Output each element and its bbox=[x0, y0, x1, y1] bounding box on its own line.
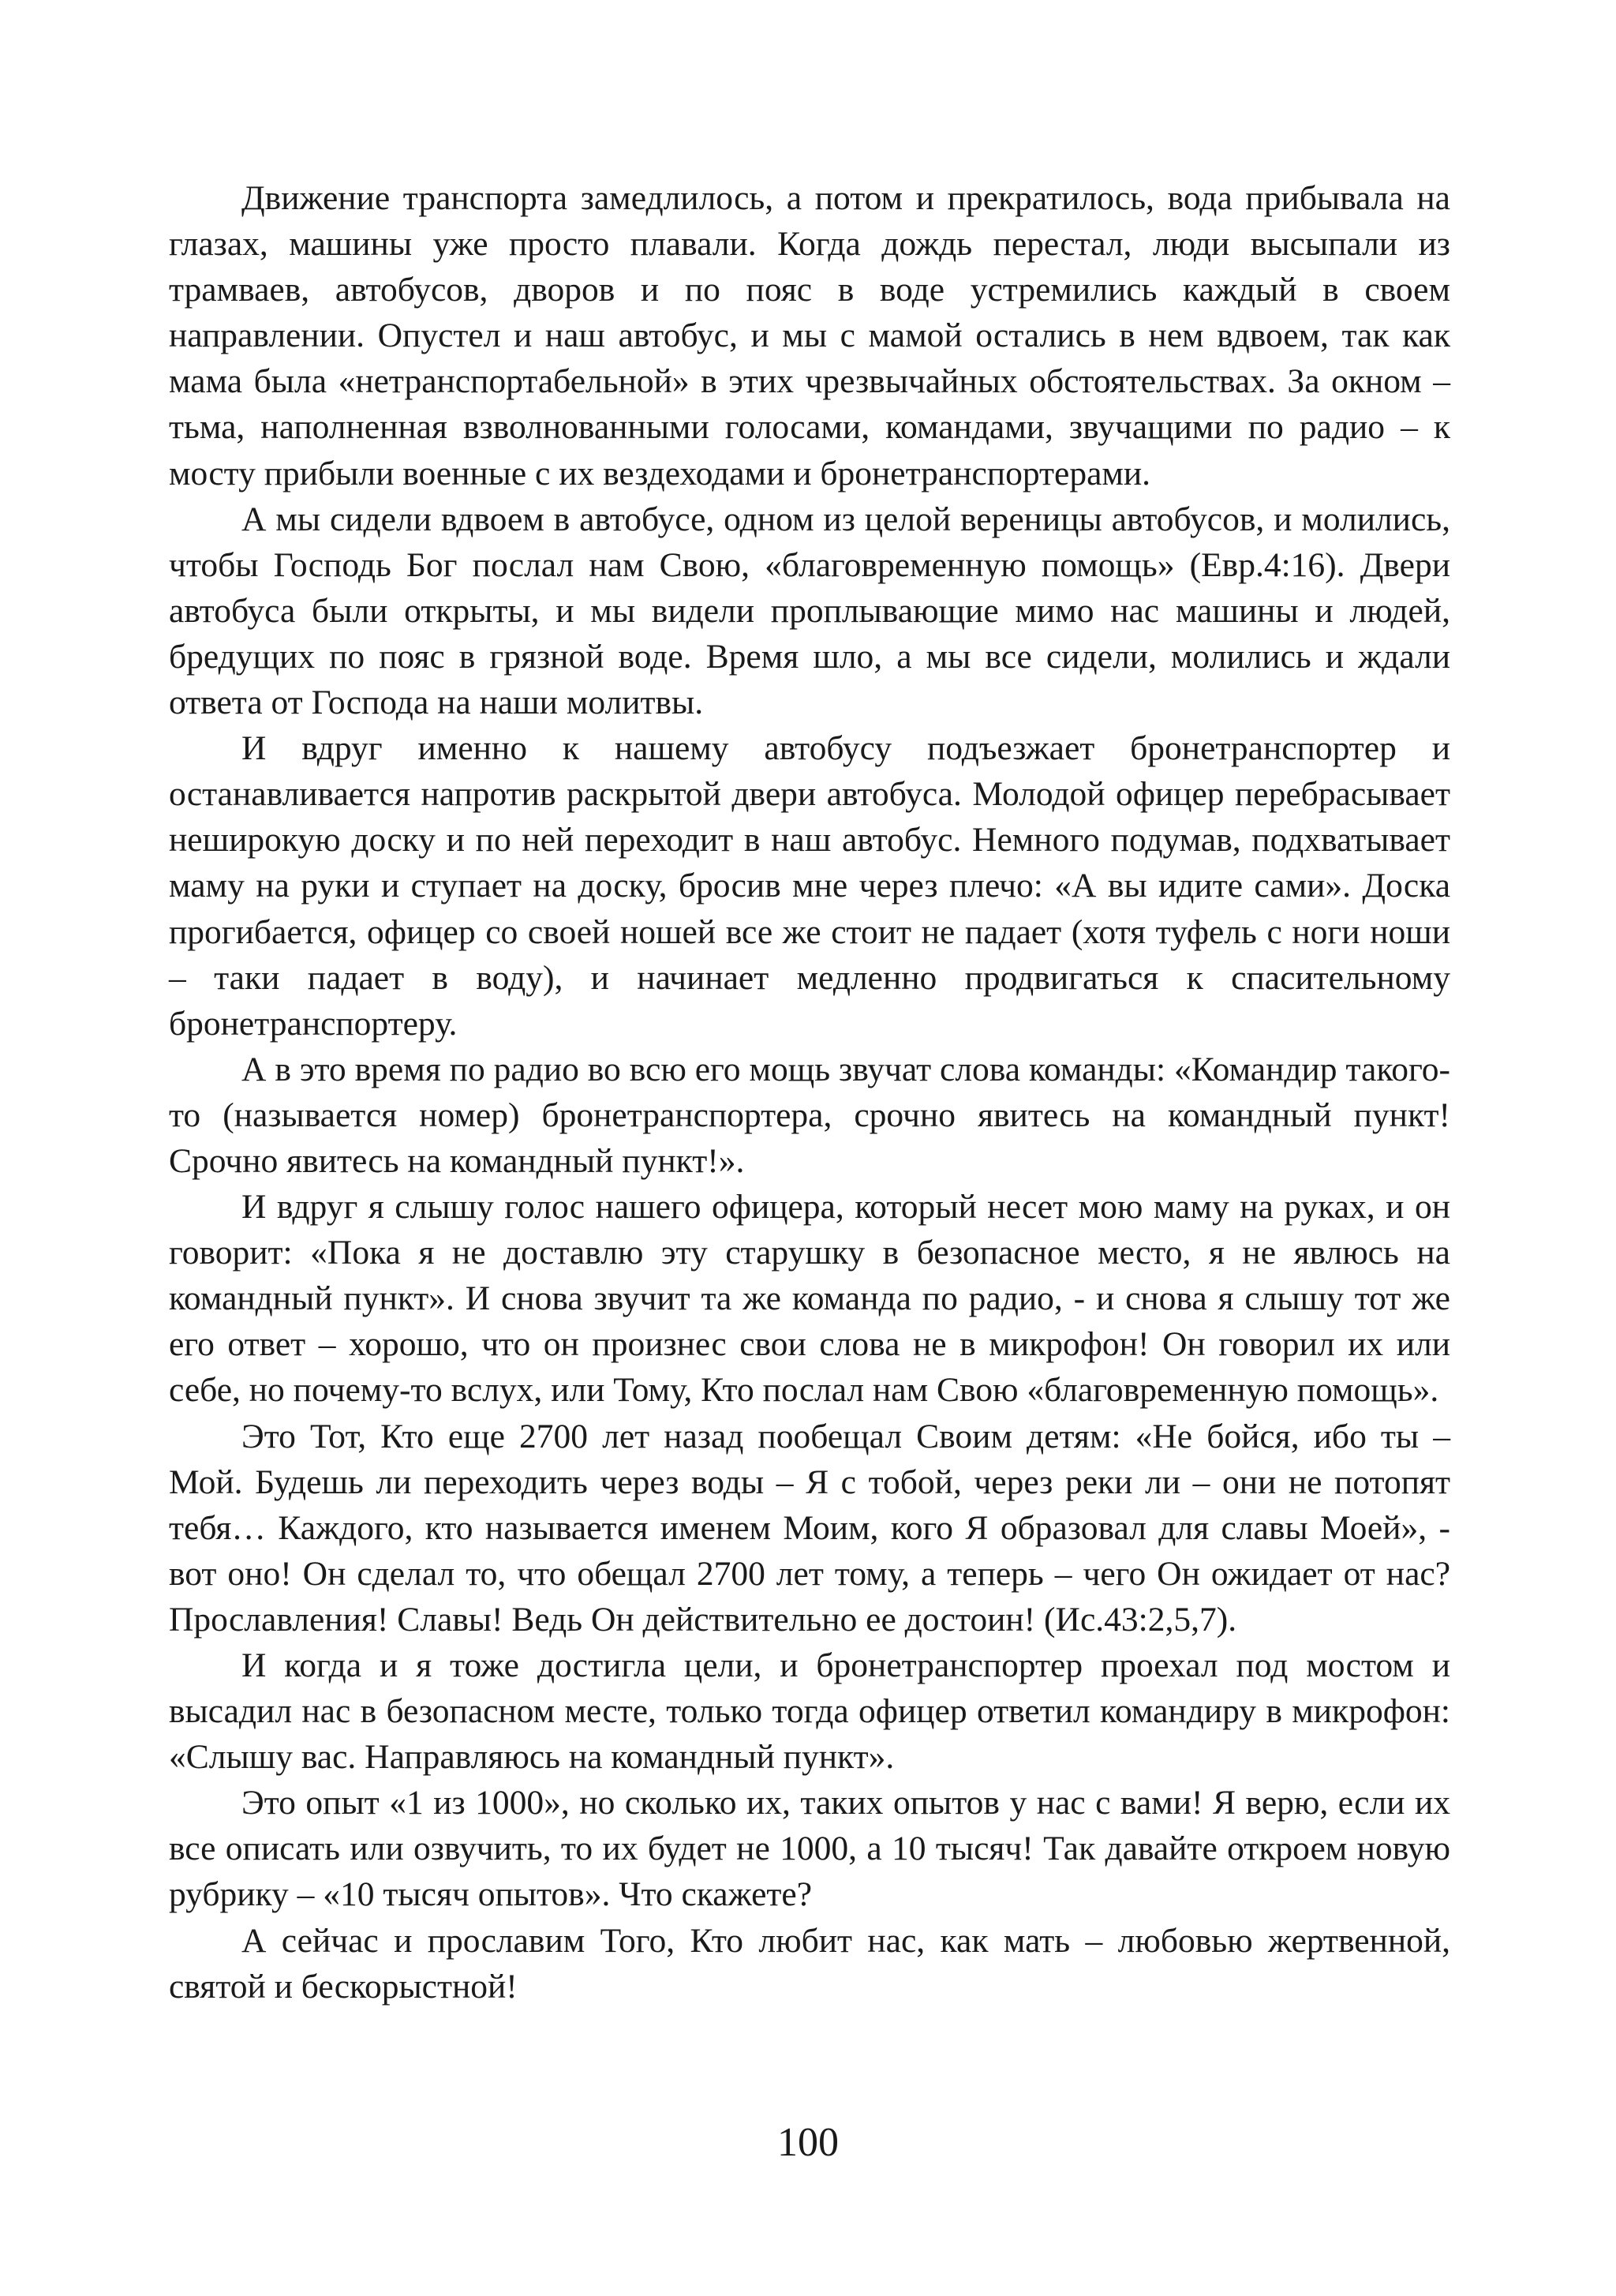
paragraph-6: Это Тот, Кто еще 2700 лет назад пообещал Своим детям: «Не бойся, ибо ты – Мой. Будешь ли переходить через воды – Я с тобой, через реки ли – они не потопят тебя… Каждого, кто называется именем Моим, кого Я образовал для славы Моей», - вот оно! Он сделал то, что обещал 2700 лет тому, а теперь – чего Он ожидает от нас? Прославления! Славы! Ведь Он действительно ее достоин! (Ис.43:2,5,7). bbox=[169, 1417, 1450, 1639]
paragraph-4: А в это время по радио во всю его мощь звучат слова команды: «Командир такого-то (называется номер) бронетранспортера, срочно явитесь на командный пункт! Срочно явитесь на командный пункт!». bbox=[169, 1050, 1450, 1180]
paragraph-1: Движение транспорта замедлилось, а потом и прекратилось, вода прибывала на глазах, машины уже просто плавали. Когда дождь перестал, люди высыпали из трамваев, автобусов, дворов и по пояс в воде устремились каждый в своем направлении. Опустел и наш автобус, и мы с мамой остались в нем вдвоем, так как мама была «нетранспортабельной» в этих чрезвычайных обстоятельствах. За окном – тьма, наполненная взволнованными голосами, командами, звучащими по радио – к мосту прибыли военные с их вездеходами и бронетранспортерами. bbox=[169, 179, 1450, 493]
paragraph-3: И вдруг именно к нашему автобусу подъезжает бронетранспортер и останавливается напротив раскрытой двери автобуса. Молодой офицер перебрасывает неширокую доску и по ней переходит в наш автобус. Немного подумав, подхватывает маму на руки и ступает на доску, бросив мне через плечо: «А вы идите сами». Доска прогибается, офицер со своей ношей все же стоит не падает (хотя туфель с ноги ноши – таки падает в воду), и начинает медленно продвигаться к спасительному бронетранспортеру. bbox=[169, 729, 1450, 1043]
paragraph-5: И вдруг я слышу голос нашего офицера, который несет мою маму на руках, и он говорит: «Пока я не доставлю эту старушку в безопасное место, я не явлюсь на командный пункт». И снова звучит та же команда по радио, - и снова я слышу тот же его ответ – хорошо, что он произнес свои слова не в микрофон! Он говорил их или себе, но почему-то вслух, или Тому, Кто послал нам Свою «благовременную помощь». bbox=[169, 1188, 1450, 1410]
body-text bbox=[169, 175, 1450, 2009]
paragraph-9: А сейчас и прославим Того, Кто любит нас, как мать – любовью жертвенной, святой и бескорыстной! bbox=[169, 1921, 1450, 2006]
paragraph-8: Это опыт «1 из 1000», но сколько их, таких опытов у нас с вами! Я верю, если их все описать или озвучить, то их будет не 1000, а 10 тысяч! Так давайте откроем новую рубрику – «10 тысяч опытов». Что скажете? bbox=[169, 1784, 1450, 1914]
paragraph-2: А мы сидели вдвоем в автобусе, одном из целой вереницы автобусов, и молились, чтобы Господь Бог послал нам Свою, «благовременную помощь» (Евр.4:16). Двери автобуса были открыты, и мы видели проплывающие мимо нас машины и людей, бредущих по пояс в грязной воде. Время шло, а мы все сидели, молились и ждали ответа от Господа на наши молитвы. bbox=[169, 500, 1450, 722]
page-number: 100 bbox=[777, 2120, 839, 2165]
paragraph-7: И когда и я тоже достигла цели, и бронетранспортер проехал под мостом и высадил нас в безопасном месте, только тогда офицер ответил командиру в микрофон: «Слышу вас. Направляюсь на командный пункт». bbox=[169, 1646, 1450, 1777]
